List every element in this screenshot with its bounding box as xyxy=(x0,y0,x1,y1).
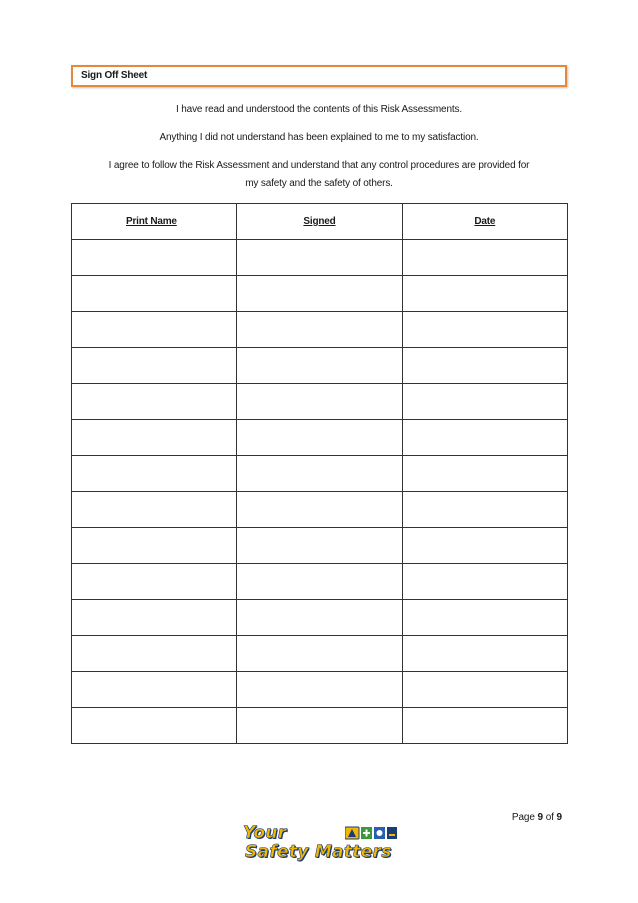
print-name-cell[interactable] xyxy=(72,276,237,312)
column-header-print-name: Print Name xyxy=(72,204,237,240)
statement-explained: Anything I did not understand has been explained to me to my satisfaction. xyxy=(159,132,479,143)
date-cell[interactable] xyxy=(402,564,567,600)
table-row xyxy=(72,708,568,744)
signed-cell[interactable] xyxy=(237,276,402,312)
signed-cell[interactable] xyxy=(237,528,402,564)
page-title: Sign Off Sheet xyxy=(81,70,148,81)
signed-cell[interactable] xyxy=(237,708,402,744)
your-safety-matters-logo xyxy=(243,822,399,866)
logo-text-line2: Safety Matters xyxy=(245,842,392,862)
print-name-cell[interactable] xyxy=(72,636,237,672)
signed-cell[interactable] xyxy=(237,312,402,348)
date-cell[interactable] xyxy=(402,708,567,744)
date-cell[interactable] xyxy=(402,348,567,384)
table-row xyxy=(72,600,568,636)
date-cell[interactable] xyxy=(402,420,567,456)
page-label: Page xyxy=(511,812,535,823)
print-name-cell[interactable] xyxy=(72,708,237,744)
print-name-cell[interactable] xyxy=(72,348,237,384)
safety-signs-icon xyxy=(345,825,397,841)
table-row xyxy=(72,240,568,276)
date-cell[interactable] xyxy=(402,636,567,672)
signed-cell[interactable] xyxy=(237,600,402,636)
signed-cell[interactable] xyxy=(237,348,402,384)
table-row xyxy=(72,564,568,600)
statement-agree-line2: my safety and the safety of others. xyxy=(245,178,393,189)
date-cell[interactable] xyxy=(402,456,567,492)
logo-text-line1: Your xyxy=(243,823,287,843)
statement-agree-line1: I agree to follow the Risk Assessment and understand that any control procedures are provided for xyxy=(108,160,530,171)
signed-cell[interactable] xyxy=(237,240,402,276)
table-row xyxy=(72,420,568,456)
table-row xyxy=(72,456,568,492)
signed-cell[interactable] xyxy=(237,564,402,600)
statement-read-understood: I have read and understood the contents of this Risk Assessments. xyxy=(176,104,462,115)
table-row xyxy=(72,636,568,672)
table-row xyxy=(72,384,568,420)
table-row xyxy=(72,312,568,348)
page-current: 9 xyxy=(537,812,544,823)
page-of-label: of xyxy=(545,812,554,823)
table-row xyxy=(72,492,568,528)
print-name-cell[interactable] xyxy=(72,528,237,564)
page-number xyxy=(478,812,562,823)
table-row xyxy=(72,528,568,564)
sign-off-header-box xyxy=(71,65,567,87)
table-header-row xyxy=(72,204,568,240)
signed-cell[interactable] xyxy=(237,492,402,528)
signed-cell[interactable] xyxy=(237,384,402,420)
page-total: 9 xyxy=(556,812,562,823)
statement-agree xyxy=(70,157,568,193)
column-header-signed: Signed xyxy=(237,204,402,240)
print-name-cell[interactable] xyxy=(72,312,237,348)
print-name-cell[interactable] xyxy=(72,240,237,276)
table-row xyxy=(72,672,568,708)
sign-off-table xyxy=(71,203,568,744)
date-cell[interactable] xyxy=(402,528,567,564)
print-name-cell[interactable] xyxy=(72,420,237,456)
signed-cell[interactable] xyxy=(237,420,402,456)
column-header-date: Date xyxy=(402,204,567,240)
date-cell[interactable] xyxy=(402,600,567,636)
date-cell[interactable] xyxy=(402,492,567,528)
date-cell[interactable] xyxy=(402,276,567,312)
date-cell[interactable] xyxy=(402,384,567,420)
signed-cell[interactable] xyxy=(237,672,402,708)
print-name-cell[interactable] xyxy=(72,492,237,528)
print-name-cell[interactable] xyxy=(72,456,237,492)
signed-cell[interactable] xyxy=(237,636,402,672)
print-name-cell[interactable] xyxy=(72,600,237,636)
table-row xyxy=(72,276,568,312)
date-cell[interactable] xyxy=(402,240,567,276)
date-cell[interactable] xyxy=(402,672,567,708)
print-name-cell[interactable] xyxy=(72,672,237,708)
print-name-cell[interactable] xyxy=(72,384,237,420)
date-cell[interactable] xyxy=(402,312,567,348)
print-name-cell[interactable] xyxy=(72,564,237,600)
table-row xyxy=(72,348,568,384)
signed-cell[interactable] xyxy=(237,456,402,492)
